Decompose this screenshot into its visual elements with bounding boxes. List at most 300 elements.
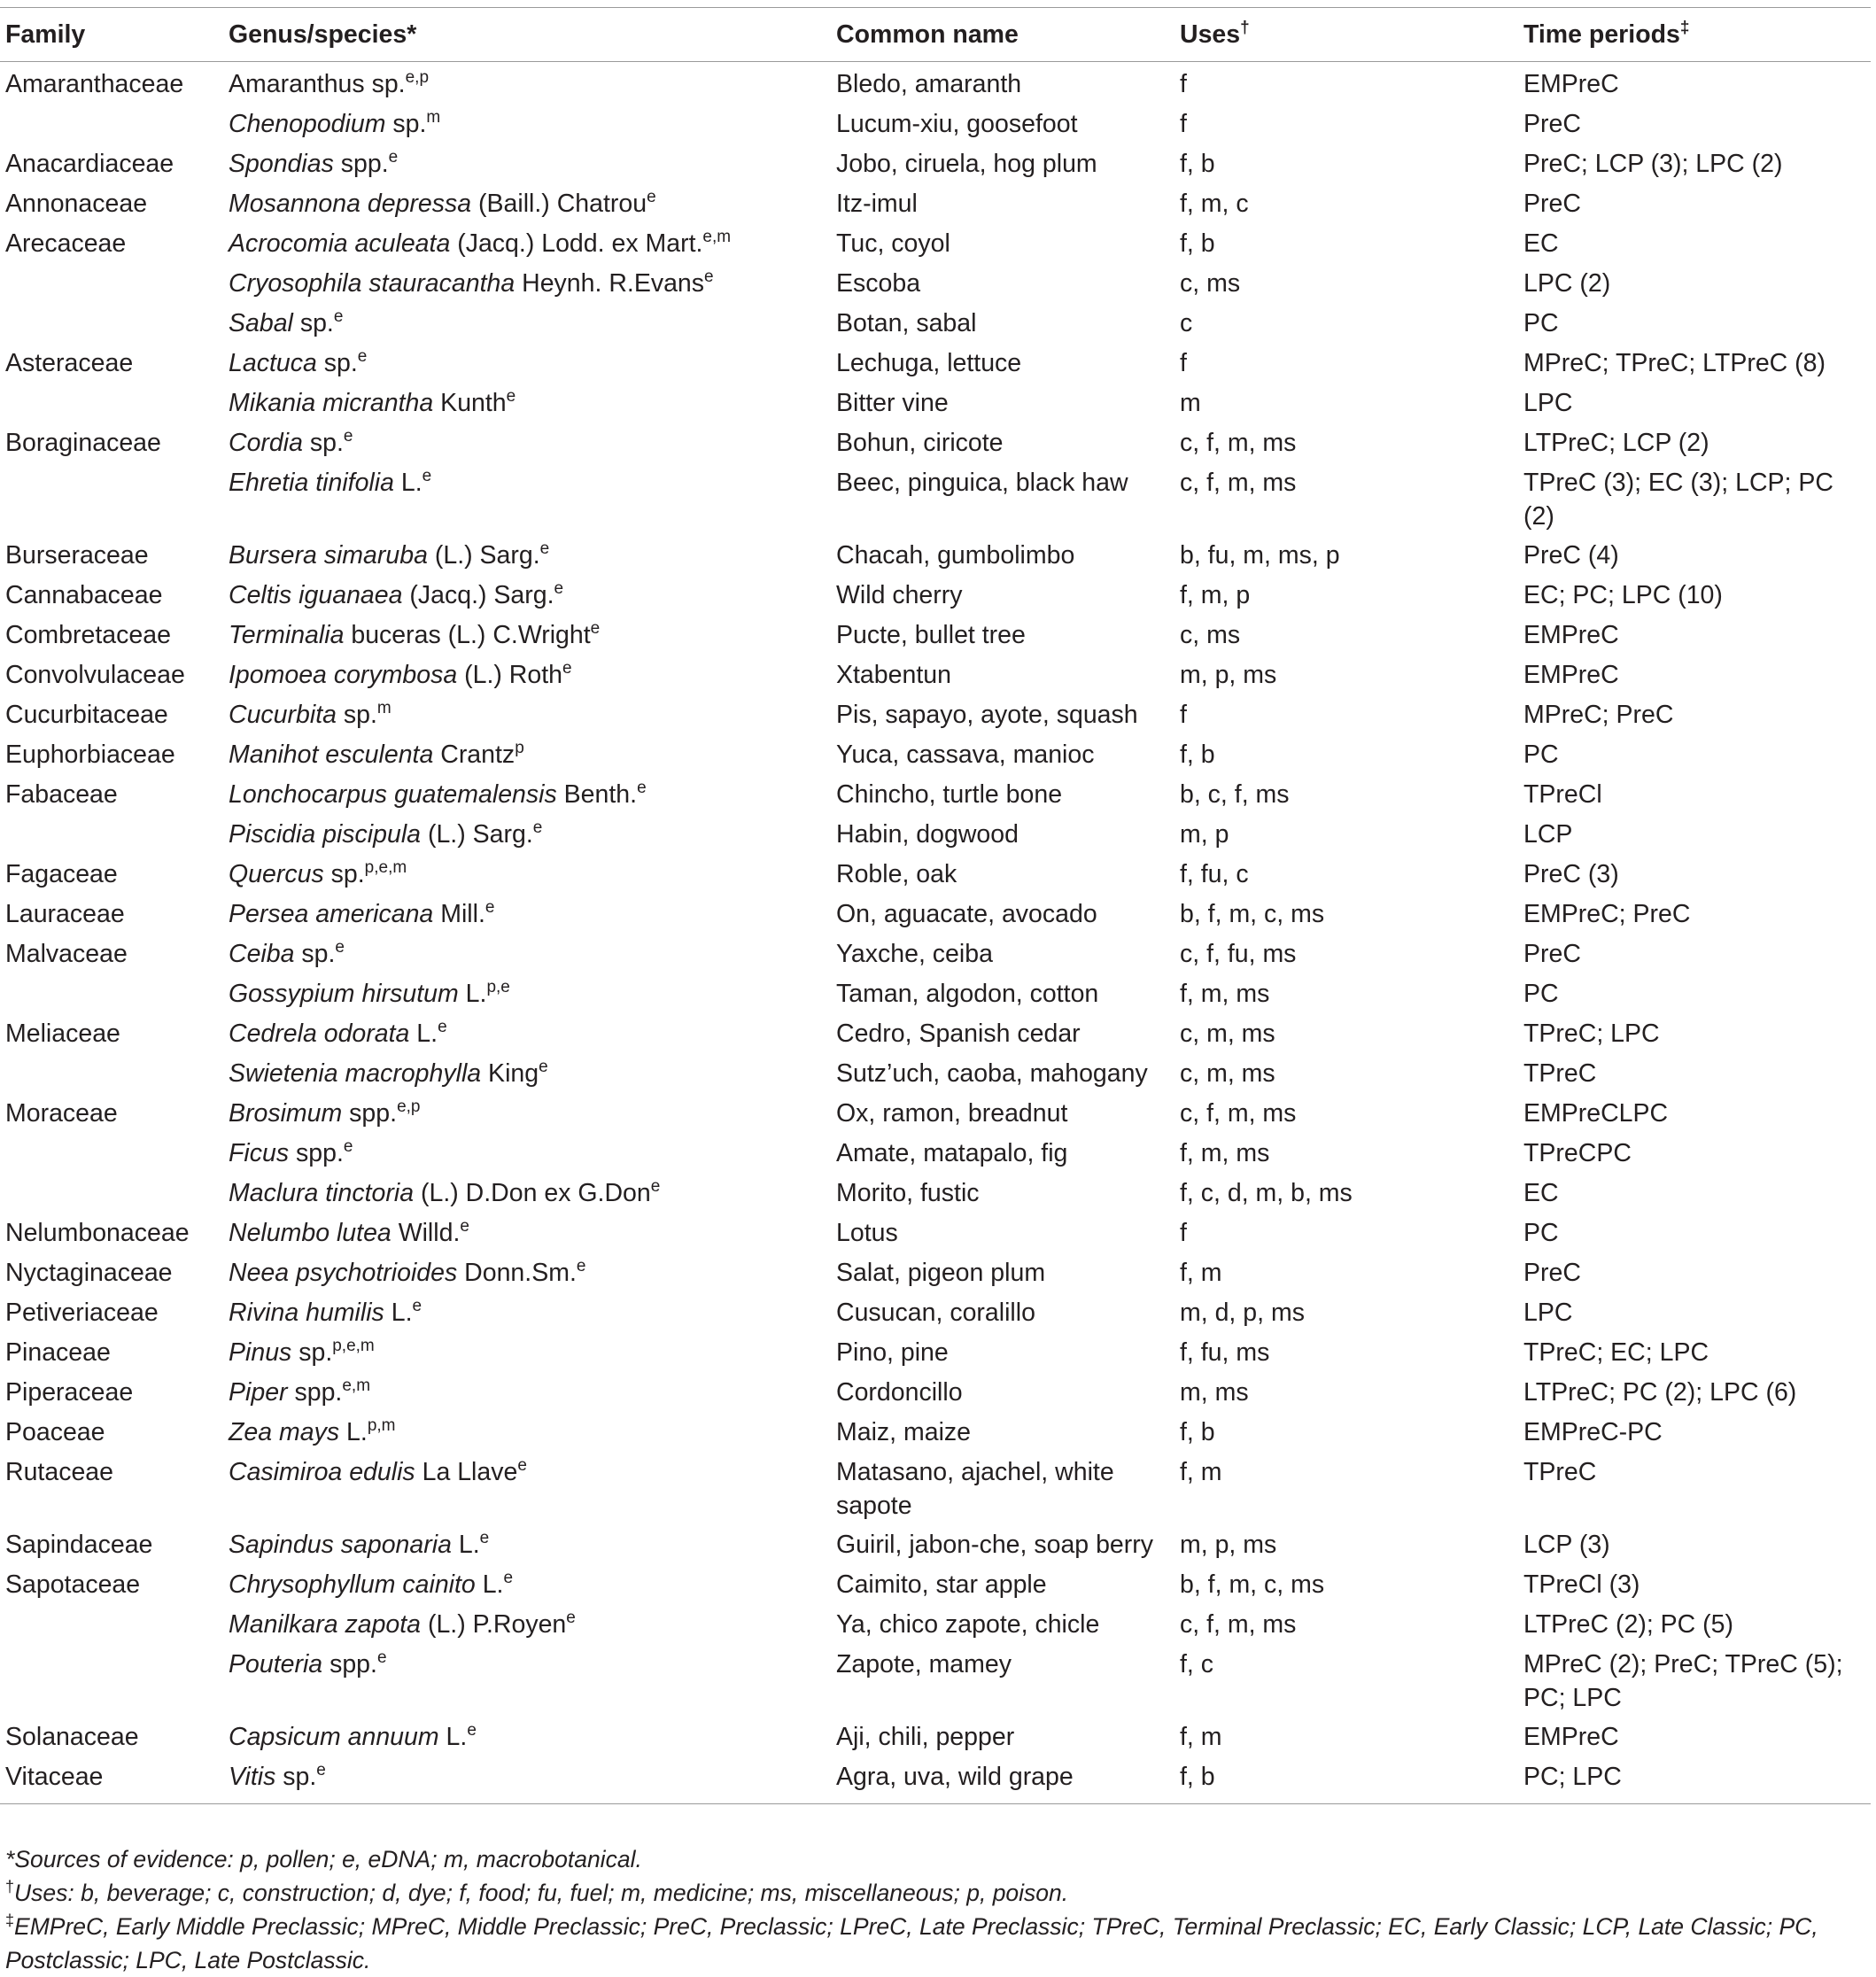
cell-time-periods: LTPreC; PC (2); LPC (6) — [1523, 1378, 1797, 1407]
species-name: Manilkara zapota — [229, 1610, 422, 1639]
cell-genus-species — [223, 533, 831, 573]
species-name: Rivina humilis — [229, 1299, 384, 1327]
species-name: Ceiba — [229, 940, 295, 968]
evidence-source-marker: e,m — [342, 1376, 371, 1395]
cell-time-periods: LTPreC (2); PC (5) — [1523, 1610, 1734, 1639]
cell-uses: m, d, p, ms — [1180, 1299, 1305, 1327]
cell-common-name: Matasano, ajachel, white sapote — [836, 1458, 1114, 1520]
species-name: Cucurbita — [229, 701, 337, 729]
table-row — [0, 892, 1871, 932]
cell-family: Convolvulaceae — [5, 661, 185, 689]
species-authority: Benth. — [556, 780, 638, 809]
cell-genus-species — [223, 62, 831, 103]
species-name: Cryosophila stauracantha — [229, 269, 516, 298]
species-name: Neea psychotrioides — [229, 1259, 458, 1287]
cell-uses: f, m, c — [1180, 190, 1249, 218]
cell-time-periods: LPC — [1523, 389, 1573, 417]
cell-family: Moraceae — [5, 1099, 118, 1128]
cell-genus-species — [223, 341, 831, 381]
cell-genus-species — [223, 1450, 831, 1523]
table-row — [0, 301, 1871, 341]
cell-uses: f, c — [1180, 1650, 1214, 1679]
table-row — [0, 1051, 1871, 1091]
cell-genus-species — [223, 772, 831, 812]
cell-family: Solanaceae — [5, 1723, 139, 1751]
cell-family: Rutaceae — [5, 1458, 114, 1486]
header-row — [0, 8, 1871, 62]
cell-common-name: Morito, fustic — [836, 1179, 980, 1207]
evidence-source-marker: e — [637, 779, 647, 797]
evidence-source-marker: e — [333, 307, 344, 326]
species-authority: Mill. — [433, 900, 485, 928]
cell-time-periods: MPreC (2); PreC; TPreC (5); PC; LPC — [1523, 1650, 1843, 1712]
cell-genus-species — [223, 1642, 831, 1715]
species-name: Lactuca — [229, 349, 317, 377]
table-row — [0, 1291, 1871, 1330]
cell-uses: c, ms — [1180, 621, 1241, 649]
species-authority: sp. — [323, 860, 365, 888]
evidence-source-marker: e — [704, 267, 714, 286]
table-row — [0, 812, 1871, 852]
species-authority: Amaranthus sp. — [229, 70, 406, 98]
evidence-source-marker: e — [554, 579, 564, 598]
evidence-source-marker: e — [503, 1569, 514, 1587]
cell-uses: b, f, m, c, ms — [1180, 1570, 1325, 1599]
cell-family — [0, 812, 223, 852]
species-name: Piscidia piscipula — [229, 820, 422, 849]
cell-family: Lauraceae — [5, 900, 125, 928]
species-authority: La Llave — [415, 1458, 518, 1486]
evidence-source-marker: e,p — [405, 68, 430, 87]
cell-family: Annonaceae — [5, 190, 148, 218]
species-authority: (L.) P.Royen — [421, 1610, 567, 1639]
species-name: Bursera simaruba — [229, 541, 428, 570]
cell-uses: f — [1180, 70, 1187, 98]
species-name: Cordia — [229, 429, 303, 457]
species-name: Gossypium hirsutum — [229, 980, 459, 1008]
evidence-source-marker: e — [422, 467, 432, 485]
species-name: Zea mays — [229, 1418, 340, 1446]
table-row — [0, 142, 1871, 182]
cell-time-periods: PreC (4) — [1523, 541, 1619, 570]
table-row — [0, 1410, 1871, 1450]
cell-family: Anacardiaceae — [5, 150, 174, 178]
cell-common-name: Beec, pinguica, black haw — [836, 469, 1128, 497]
cell-genus-species — [223, 613, 831, 653]
species-name: Persea americana — [229, 900, 434, 928]
cell-uses: f, m, p — [1180, 581, 1251, 609]
evidence-source-marker: e — [517, 1456, 527, 1475]
cell-time-periods: PreC (3) — [1523, 860, 1619, 888]
cell-time-periods: MPreC; TPreC; LTPreC (8) — [1523, 349, 1826, 377]
evidence-source-marker: e — [479, 1529, 490, 1547]
cell-genus-species — [223, 1211, 831, 1251]
cell-genus-species — [223, 1012, 831, 1051]
cell-family: Fagaceae — [5, 860, 118, 888]
cell-uses: f — [1180, 110, 1187, 138]
cell-common-name: Guiril, jabon-che, soap berry — [836, 1531, 1154, 1559]
cell-common-name: Yaxche, ceiba — [836, 940, 993, 968]
cell-family — [0, 381, 223, 421]
table-row — [0, 62, 1871, 103]
species-name: Lonchocarpus guatemalensis — [229, 780, 557, 809]
evidence-source-marker: e — [485, 898, 495, 917]
evidence-source-marker: e — [467, 1721, 477, 1740]
cell-genus-species — [223, 1410, 831, 1450]
table-row — [0, 182, 1871, 221]
species-name: Pouteria — [229, 1650, 323, 1679]
cell-genus-species — [223, 852, 831, 892]
cell-common-name: Xtabentun — [836, 661, 951, 689]
species-name: Quercus — [229, 860, 324, 888]
cell-time-periods: EMPreC-PC — [1523, 1418, 1663, 1446]
cell-common-name: Escoba — [836, 269, 921, 298]
cell-genus-species — [223, 1330, 831, 1370]
cell-time-periods: TPreCl (3) — [1523, 1570, 1640, 1599]
cell-uses: f, fu, c — [1180, 860, 1249, 888]
species-authority: L. — [475, 1570, 504, 1599]
table-row — [0, 381, 1871, 421]
plant-taxa-table — [0, 7, 1871, 1804]
table-row — [0, 733, 1871, 772]
cell-family — [0, 461, 223, 533]
cell-time-periods: EMPreC — [1523, 661, 1619, 689]
cell-genus-species — [223, 1171, 831, 1211]
table-row — [0, 421, 1871, 461]
footnote-mark: ‡ — [5, 1911, 15, 1929]
cell-family: Sapindaceae — [5, 1531, 153, 1559]
table-row — [0, 1642, 1871, 1715]
cell-uses: f, m — [1180, 1458, 1222, 1486]
cell-genus-species — [223, 1370, 831, 1410]
cell-time-periods: LCP (3) — [1523, 1531, 1610, 1559]
cell-common-name: Aji, chili, pepper — [836, 1723, 1015, 1751]
table-row — [0, 1091, 1871, 1131]
cell-genus-species — [223, 812, 831, 852]
cell-common-name: Pucte, bullet tree — [836, 621, 1026, 649]
cell-uses: c, f, m, ms — [1180, 1099, 1297, 1128]
cell-uses: m, p — [1180, 820, 1229, 849]
species-name: Vitis — [229, 1763, 276, 1791]
cell-common-name: Lucum-xiu, goosefoot — [836, 110, 1078, 138]
header-time-periods: Time periods‡ — [1523, 18, 1690, 49]
cell-family: Cucurbitaceae — [5, 701, 168, 729]
evidence-source-marker: e,m — [702, 228, 732, 246]
cell-family: Fabaceae — [5, 780, 118, 809]
evidence-source-marker: e — [539, 1058, 548, 1076]
cell-common-name: Zapote, mamey — [836, 1650, 1012, 1679]
species-name: Ficus — [229, 1139, 290, 1167]
cell-family: Pinaceae — [5, 1338, 111, 1367]
cell-genus-species — [223, 1051, 831, 1091]
evidence-source-marker: p,e,m — [364, 858, 407, 877]
species-name: Sapindus saponaria — [229, 1531, 452, 1559]
cell-family: Piperaceae — [5, 1378, 134, 1407]
table-row — [0, 1211, 1871, 1251]
cell-time-periods: EMPreC — [1523, 1723, 1619, 1751]
species-name: Mikania micrantha — [229, 389, 434, 417]
cell-time-periods: EMPreC — [1523, 70, 1619, 98]
species-authority: L. — [438, 1723, 468, 1751]
cell-genus-species — [223, 102, 831, 142]
cell-family — [0, 261, 223, 301]
species-name: Celtis iguanaea — [229, 581, 403, 609]
cell-time-periods: TPreCl — [1523, 780, 1602, 809]
cell-genus-species — [223, 301, 831, 341]
cell-time-periods: TPreCPC — [1523, 1139, 1632, 1167]
cell-uses: f, fu, ms — [1180, 1338, 1270, 1367]
species-authority: spp. — [287, 1378, 343, 1407]
table-row — [0, 693, 1871, 733]
cell-uses: b, fu, m, ms, p — [1180, 541, 1340, 570]
cell-time-periods: EC — [1523, 1179, 1559, 1207]
table-row — [0, 852, 1871, 892]
species-authority: Donn.Sm. — [457, 1259, 577, 1287]
table-row — [0, 1715, 1871, 1755]
table-row — [0, 972, 1871, 1012]
species-name: Acrocomia aculeata — [229, 229, 451, 258]
cell-common-name: Itz-imul — [836, 190, 918, 218]
species-authority: (Jacq.) Sarg. — [402, 581, 554, 609]
cell-common-name: Roble, oak — [836, 860, 957, 888]
cell-common-name: Cedro, Spanish cedar — [836, 1020, 1081, 1048]
cell-common-name: Wild cherry — [836, 581, 963, 609]
species-name: Nelumbo lutea — [229, 1219, 391, 1247]
species-name: Terminalia — [229, 621, 345, 649]
cell-time-periods: PreC — [1523, 940, 1581, 968]
evidence-source-marker: e — [438, 1018, 447, 1036]
species-name: Swietenia macrophylla — [229, 1059, 482, 1088]
species-authority: sp. — [316, 349, 358, 377]
evidence-source-marker: m — [376, 699, 391, 717]
cell-common-name: Bohun, ciricote — [836, 429, 1004, 457]
species-authority: sp. — [292, 309, 334, 337]
cell-uses: f — [1180, 1219, 1187, 1247]
cell-common-name: Chacah, gumbolimbo — [836, 541, 1075, 570]
species-authority: sp. — [291, 1338, 333, 1367]
header-uses: Uses† — [1180, 18, 1250, 49]
species-name: Casimiroa edulis — [229, 1458, 415, 1486]
table-row — [0, 461, 1871, 533]
cell-uses: f, m — [1180, 1723, 1222, 1751]
cell-common-name: Pis, sapayo, ayote, squash — [836, 701, 1138, 729]
cell-common-name: Habin, dogwood — [836, 820, 1019, 849]
table-footnotes — [5, 1842, 1871, 1977]
table-row — [0, 1251, 1871, 1291]
cell-genus-species — [223, 1251, 831, 1291]
species-authority: (L.) D.Don ex G.Don — [414, 1179, 651, 1207]
cell-uses: f, b — [1180, 150, 1215, 178]
cell-common-name: Yuca, cassava, manioc — [836, 740, 1095, 769]
cell-common-name: Bledo, amaranth — [836, 70, 1022, 98]
cell-family — [0, 1602, 223, 1642]
cell-family: Cannabaceae — [5, 581, 163, 609]
cell-time-periods: LTPreC; LCP (2) — [1523, 429, 1709, 457]
table-row — [0, 653, 1871, 693]
cell-genus-species — [223, 461, 831, 533]
evidence-source-marker: p,e,m — [332, 1337, 375, 1355]
cell-time-periods: PC — [1523, 309, 1559, 337]
cell-common-name: Agra, uva, wild grape — [836, 1763, 1074, 1791]
table-row — [0, 533, 1871, 573]
table-row — [0, 1450, 1871, 1523]
cell-common-name: Lotus — [836, 1219, 898, 1247]
cell-time-periods: PC — [1523, 1219, 1559, 1247]
cell-family — [0, 102, 223, 142]
cell-family: Euphorbiaceae — [5, 740, 175, 769]
evidence-source-marker: p,m — [367, 1416, 396, 1435]
species-name: Piper — [229, 1378, 288, 1407]
cell-uses: m, p, ms — [1180, 1531, 1277, 1559]
cell-uses: c, m, ms — [1180, 1020, 1275, 1048]
species-authority: (L.) Sarg. — [427, 541, 540, 570]
species-authority: (L.) Roth — [457, 661, 563, 689]
evidence-source-marker: e — [412, 1297, 422, 1315]
cell-common-name: Ya, chico zapote, chicle — [836, 1610, 1100, 1639]
evidence-source-marker: e — [562, 659, 572, 678]
species-authority: L. — [384, 1299, 413, 1327]
cell-genus-species — [223, 1755, 831, 1804]
cell-genus-species — [223, 932, 831, 972]
cell-family — [0, 972, 223, 1012]
species-name: Ipomoea corymbosa — [229, 661, 458, 689]
cell-common-name: Ox, ramon, breadnut — [836, 1099, 1068, 1128]
cell-genus-species — [223, 381, 831, 421]
species-authority: L. — [458, 980, 487, 1008]
cell-common-name: Jobo, ciruela, hog plum — [836, 150, 1097, 178]
cell-genus-species — [223, 653, 831, 693]
cell-genus-species — [223, 221, 831, 261]
cell-common-name: Lechuga, lettuce — [836, 349, 1022, 377]
cell-uses: f, b — [1180, 1763, 1215, 1791]
cell-time-periods: TPreC (3); EC (3); LCP; PC (2) — [1523, 469, 1833, 531]
table-row — [0, 1523, 1871, 1562]
table-row — [0, 1562, 1871, 1602]
species-authority: L. — [393, 469, 422, 497]
table-row — [0, 613, 1871, 653]
cell-genus-species — [223, 1131, 831, 1171]
cell-family: Malvaceae — [5, 940, 128, 968]
cell-time-periods: EC; PC; LPC (10) — [1523, 581, 1723, 609]
cell-common-name: On, aguacate, avocado — [836, 900, 1097, 928]
table-row — [0, 1602, 1871, 1642]
species-authority: (L.) Sarg. — [421, 820, 533, 849]
species-name: Ehretia tinifolia — [229, 469, 394, 497]
cell-uses: b, c, f, ms — [1180, 780, 1290, 809]
cell-uses: c, f, fu, ms — [1180, 940, 1297, 968]
header-genus-species: Genus/species* — [229, 19, 417, 49]
species-authority: buceras (L.) C.Wright — [344, 621, 591, 649]
cell-time-periods: PC — [1523, 740, 1559, 769]
evidence-source-marker: p,e — [486, 978, 510, 996]
evidence-source-marker: e — [343, 1137, 353, 1156]
cell-genus-species — [223, 421, 831, 461]
cell-uses: f, m — [1180, 1259, 1222, 1287]
species-authority: King — [481, 1059, 539, 1088]
cell-common-name: Tuc, coyol — [836, 229, 950, 258]
header-family: Family — [5, 19, 86, 49]
cell-family: Burseraceae — [5, 541, 149, 570]
evidence-source-marker: e — [539, 539, 550, 558]
footnote — [5, 1910, 1871, 1977]
cell-uses: b, f, m, c, ms — [1180, 900, 1325, 928]
species-authority: spp. — [322, 1650, 377, 1679]
table-row — [0, 1755, 1871, 1804]
species-authority: sp. — [294, 940, 336, 968]
cell-genus-species — [223, 1602, 831, 1642]
cell-uses: c, f, m, ms — [1180, 1610, 1297, 1639]
cell-common-name: Bitter vine — [836, 389, 949, 417]
species-name: Pinus — [229, 1338, 292, 1367]
species-authority: L. — [409, 1020, 438, 1048]
table-row — [0, 1370, 1871, 1410]
species-authority: sp. — [275, 1763, 317, 1791]
cell-family: Poaceae — [5, 1418, 105, 1446]
evidence-source-marker: e — [532, 818, 543, 837]
cell-time-periods: PreC — [1523, 190, 1581, 218]
cell-time-periods: TPreC — [1523, 1458, 1597, 1486]
cell-family — [0, 301, 223, 341]
species-name: Cedrela odorata — [229, 1020, 410, 1048]
evidence-source-marker: e — [343, 427, 353, 446]
evidence-source-marker: e — [576, 1257, 586, 1275]
evidence-source-marker: e — [566, 1609, 576, 1627]
cell-uses: f — [1180, 349, 1187, 377]
cell-family — [0, 1642, 223, 1715]
species-name: Sabal — [229, 309, 293, 337]
footnote-text: *Sources of evidence: p, pollen; e, eDNA; m, macrobotanical. — [5, 1846, 642, 1872]
cell-time-periods: PreC; LCP (3); LPC (2) — [1523, 150, 1783, 178]
cell-family — [0, 1131, 223, 1171]
footnote — [5, 1876, 1871, 1910]
cell-time-periods: EMPreC — [1523, 621, 1619, 649]
cell-common-name: Amate, matapalo, fig — [836, 1139, 1068, 1167]
table-row — [0, 1330, 1871, 1370]
species-name: Spondias — [229, 150, 334, 178]
cell-time-periods: MPreC; PreC — [1523, 701, 1674, 729]
evidence-source-marker: e — [590, 619, 601, 638]
evidence-source-marker: e — [506, 387, 516, 406]
species-authority: (Baill.) Chatrou — [471, 190, 647, 218]
evidence-source-marker: e — [357, 347, 368, 366]
header-common-name: Common name — [836, 19, 1019, 49]
cell-time-periods: PC; LPC — [1523, 1763, 1622, 1791]
cell-uses: c, m, ms — [1180, 1059, 1275, 1088]
cell-common-name: Salat, pigeon plum — [836, 1259, 1046, 1287]
footnote-mark: † — [5, 1878, 15, 1896]
cell-family: Sapotaceae — [5, 1570, 141, 1599]
species-authority: Crantz — [433, 740, 516, 769]
cell-time-periods: PreC — [1523, 110, 1581, 138]
table-row — [0, 573, 1871, 613]
cell-common-name: Sutz’uch, caoba, mahogany — [836, 1059, 1148, 1088]
cell-time-periods: TPreC; EC; LPC — [1523, 1338, 1709, 1367]
evidence-source-marker: e — [376, 1648, 387, 1667]
species-authority: (Jacq.) Lodd. ex Mart. — [450, 229, 703, 258]
cell-time-periods: PreC — [1523, 1259, 1581, 1287]
cell-family: Nelumbonaceae — [5, 1219, 190, 1247]
species-authority: sp. — [302, 429, 344, 457]
cell-genus-species — [223, 1562, 831, 1602]
species-name: Capsicum annuum — [229, 1723, 439, 1751]
cell-genus-species — [223, 182, 831, 221]
cell-uses: f, b — [1180, 1418, 1215, 1446]
cell-uses: c, ms — [1180, 269, 1241, 298]
cell-genus-species — [223, 892, 831, 932]
species-authority: Heynh. R.Evans — [515, 269, 705, 298]
species-authority: L. — [451, 1531, 480, 1559]
table-body — [0, 62, 1871, 1804]
